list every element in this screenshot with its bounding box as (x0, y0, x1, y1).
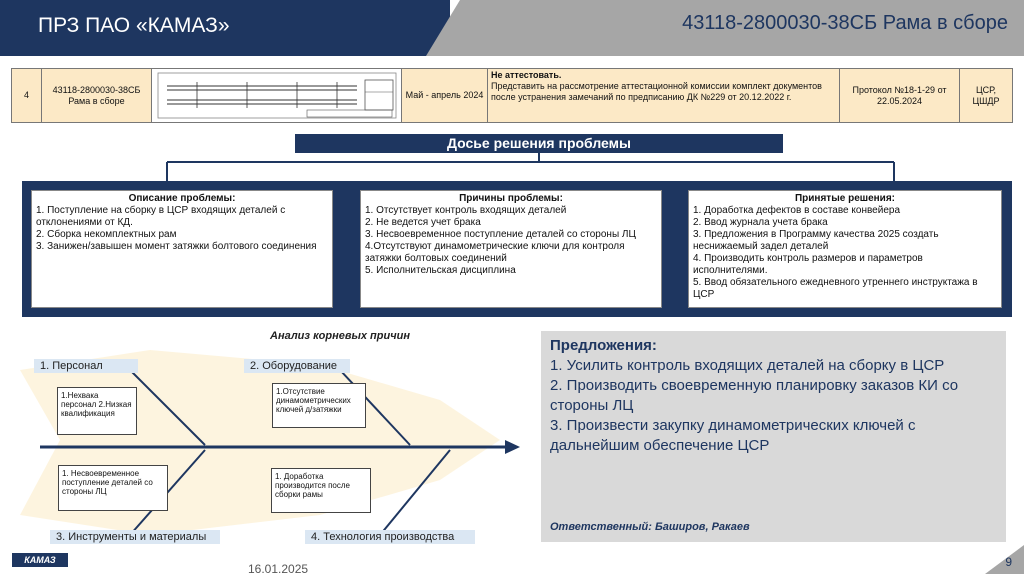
category-production-technology: 4. Технология производства (305, 530, 475, 544)
category-personnel: 1. Персонал (34, 359, 138, 373)
panel-heading: Причины проблемы: (459, 193, 563, 204)
list-item: 3. Несвоевременное поступление деталей со стороны ЛЦ (365, 229, 636, 240)
list-item: 3. Занижен/завышен момент затяжки болтового соединения (36, 241, 317, 252)
list-item: 4. Производить контроль размеров и параметров исполнителями. (693, 253, 923, 276)
root-cause-title: Анализ корневых причин (270, 330, 410, 342)
panel-heading: Описание проблемы: (128, 193, 236, 204)
proposal-item: 2. Производить своевременную планировку заказов КИ со стороны ЛЦ (550, 377, 959, 414)
kamaz-logo: КАМАЗ (12, 553, 68, 567)
connector-lines (0, 150, 1024, 185)
proposal-item: 3. Произвести закупку динамометрических ключей с дальнейшим обеспечение ЦСР (550, 417, 916, 454)
proposals-box (541, 331, 1006, 542)
list-item: 4.Отсутствуют динамометрические ключи для контроля затяжки болтовых соединений (365, 241, 625, 264)
list-item: 1. Доработка дефектов в составе конвейера (693, 205, 901, 216)
responsible-units: ЦСР, ЦШДР (972, 84, 1000, 106)
drawing-thumbnail (152, 69, 402, 122)
proposal-item: 1. Усилить контроль входящих деталей на сборку в ЦСР (550, 357, 945, 374)
status-text: Не аттестовать. (491, 70, 562, 80)
document-title: 43118-2800030-38СБ Рама в сборе (682, 12, 1008, 34)
cause-note: 1. Несвоевременное поступление деталей со стороны ЛЦ (58, 465, 168, 511)
drawing-icon (157, 72, 397, 119)
list-item: 2. Сборка некомплектных рам (36, 229, 177, 240)
cause-note: 1. Доработка производится после сборки рамы (271, 468, 371, 513)
list-item: 2. Ввод журнала учета брака (693, 217, 828, 228)
arrowhead-icon (505, 440, 520, 454)
list-item: 2. Не ведется учет брака (365, 217, 481, 228)
footer-date: 16.01.2025 (248, 562, 309, 576)
panel-heading: Принятые решения: (794, 193, 895, 204)
category-tools-materials: 3. Инструменты и материалы (50, 530, 220, 544)
category-equipment: 2. Оборудование (244, 359, 350, 373)
notes-text: Представить на рассмотрение аттестационной комиссии комплект документов после устранения замечаний по предписанию ДК №229 от 20.12.2022 г. (491, 81, 822, 102)
protocol: Протокол №18-1-29 от 22.05.2024 (840, 69, 960, 122)
dossier-title: Досье решения проблемы (295, 134, 783, 153)
page-number: 9 (1005, 555, 1012, 569)
list-item: 5. Исполнительская дисциплина (365, 265, 516, 276)
list-item: 1. Отсутствует контроль входящих деталей (365, 205, 567, 216)
responsible-persons: Ответственный: Баширов, Ракаев (550, 521, 750, 533)
decisions-panel (688, 190, 1002, 308)
list-item: 1. Поступление на сборку в ЦСР входящих деталей с отклонениями от КД. (36, 205, 286, 228)
notes-cell (488, 69, 840, 122)
row-number: 4 (12, 69, 42, 122)
period: Май - апрель 2024 (402, 69, 488, 122)
footer-bar (0, 551, 1024, 574)
list-item: 5. Ввод обязательного ежедневного утреннего инструктажа в ЦСР (693, 277, 978, 300)
part-name: 43118-2800030-38СБ Рама в сборе (42, 69, 152, 122)
problem-description-panel (31, 190, 333, 308)
proposals-heading: Предложения: (550, 337, 657, 354)
cause-note: 1.Нехвака персонал 2.Низкая квалификация (57, 387, 137, 435)
problem-causes-panel (360, 190, 662, 308)
list-item: 3. Предложения в Программу качества 2025 создать неснижаемый задел деталей (693, 229, 939, 252)
summary-row (11, 68, 1013, 123)
company-title: ПРЗ ПАО «КАМАЗ» (38, 14, 230, 37)
cause-note: 1.Отсутствие динамометрических ключей д/затяжки (272, 383, 366, 428)
